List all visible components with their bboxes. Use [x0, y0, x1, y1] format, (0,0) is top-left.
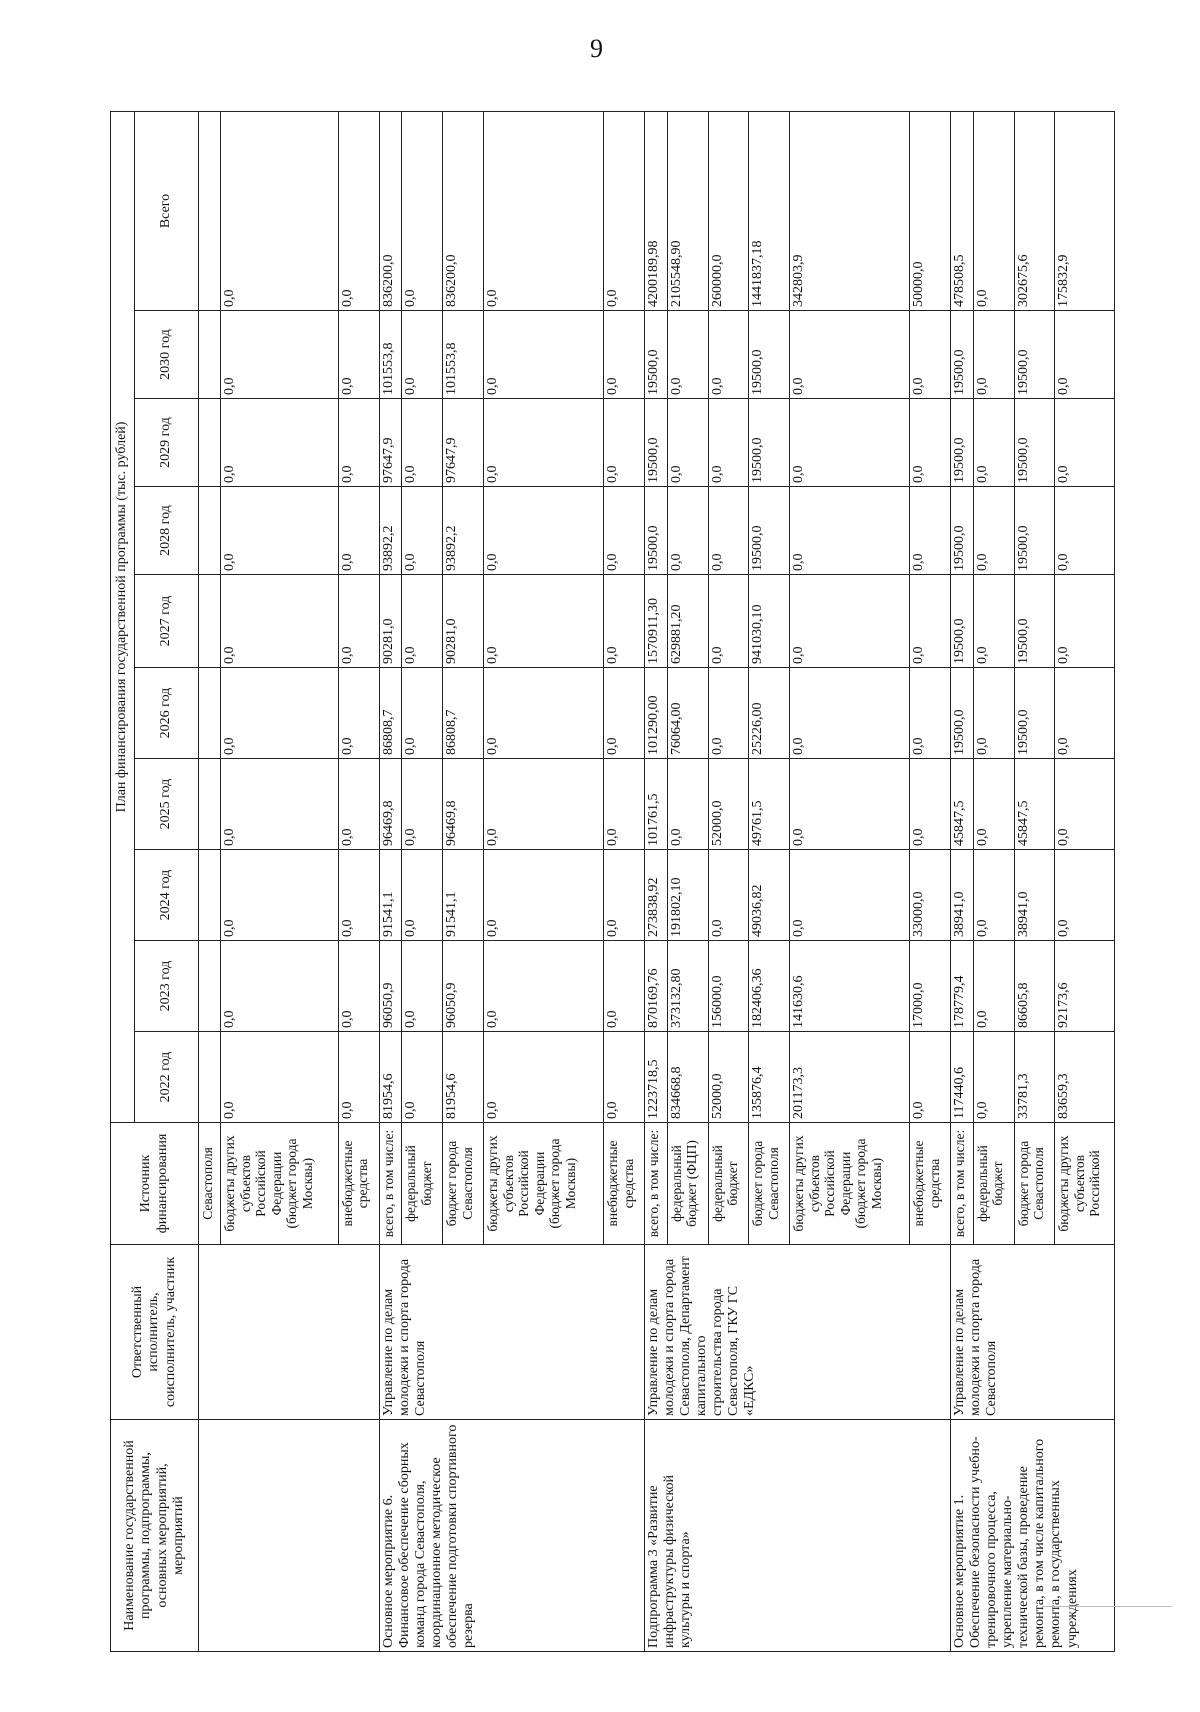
executor-cell: Управление по делам молодежи и спорта города Севастополя [950, 1245, 1114, 1420]
year-value-cell: 0,0 [667, 759, 708, 850]
year-value-cell: 96469,8 [379, 759, 402, 850]
table-body [199, 111, 1115, 1651]
year-value-cell: 19500,0 [644, 487, 667, 575]
year-value-cell: 97647,9 [443, 399, 484, 487]
year-value-cell: 33781,3 [1014, 1032, 1055, 1123]
year-value-cell: 0,0 [338, 1032, 379, 1123]
year-value-cell: 0,0 [910, 487, 951, 575]
year-value-cell: 0,0 [338, 575, 379, 668]
year-value-cell: 0,0 [973, 399, 1014, 487]
year-value-cell: 0,0 [708, 850, 749, 941]
year-value-cell: 91541,1 [379, 850, 402, 941]
year-value-cell: 33000,0 [910, 850, 951, 941]
year-value-cell: 0,0 [973, 487, 1014, 575]
year-value-cell: 0,0 [338, 759, 379, 850]
year-value-cell: 0,0 [1055, 668, 1115, 759]
total-value-cell: 0,0 [484, 111, 604, 310]
year-value-cell: 0,0 [484, 575, 604, 668]
total-value-cell: 836200,0 [379, 111, 402, 310]
funding-source-cell: бюджеты других субъектов Российской [1055, 1123, 1115, 1245]
year-value-cell: 0,0 [708, 399, 749, 487]
year-value-cell [199, 759, 221, 850]
year-value-cell: 629881,20 [667, 575, 708, 668]
year-value-cell: 81954,6 [379, 1032, 402, 1123]
year-value-cell: 0,0 [973, 575, 1014, 668]
year-value-cell: 0,0 [910, 399, 951, 487]
year-value-cell: 0,0 [973, 759, 1014, 850]
header-year: 2030 год [135, 311, 199, 399]
year-value-cell: 0,0 [484, 759, 604, 850]
year-value-cell: 0,0 [604, 941, 645, 1032]
year-value-cell: 0,0 [1055, 311, 1115, 399]
year-value-cell: 0,0 [910, 311, 951, 399]
year-value-cell: 76064,00 [667, 668, 708, 759]
year-value-cell: 101290,00 [644, 668, 667, 759]
year-value-cell: 0,0 [221, 1032, 339, 1123]
year-value-cell: 0,0 [221, 575, 339, 668]
executor-cell [199, 1245, 380, 1420]
year-value-cell: 0,0 [604, 759, 645, 850]
year-value-cell: 182406,36 [749, 941, 790, 1032]
funding-source-cell: внебюджетные средства [338, 1123, 379, 1245]
funding-source-cell: федеральный бюджет [973, 1123, 1014, 1245]
year-value-cell: 49761,5 [749, 759, 790, 850]
total-value-cell [199, 111, 221, 310]
year-value-cell: 0,0 [708, 311, 749, 399]
year-value-cell: 0,0 [402, 759, 443, 850]
funding-source-cell: Севастополя [199, 1123, 221, 1245]
year-value-cell: 38941,0 [1014, 850, 1055, 941]
year-value-cell: 0,0 [338, 399, 379, 487]
year-value-cell: 0,0 [604, 1032, 645, 1123]
year-value-cell: 0,0 [402, 668, 443, 759]
total-value-cell: 50000,0 [910, 111, 951, 310]
year-value-cell: 0,0 [604, 850, 645, 941]
year-value-cell: 19500,0 [1014, 311, 1055, 399]
year-value-cell: 0,0 [910, 668, 951, 759]
year-value-cell: 19500,0 [1014, 399, 1055, 487]
year-value-cell: 0,0 [221, 311, 339, 399]
year-value-cell: 0,0 [910, 759, 951, 850]
year-value-cell: 101761,5 [644, 759, 667, 850]
year-value-cell: 45847,5 [950, 759, 973, 850]
year-value-cell [199, 575, 221, 668]
year-value-cell: 93892,2 [379, 487, 402, 575]
year-value-cell: 0,0 [221, 941, 339, 1032]
year-value-cell [199, 311, 221, 399]
year-value-cell: 0,0 [402, 311, 443, 399]
year-value-cell: 117440,6 [950, 1032, 973, 1123]
header-year: 2029 год [135, 399, 199, 487]
year-value-cell: 0,0 [708, 487, 749, 575]
year-value-cell: 19500,0 [1014, 575, 1055, 668]
funding-source-cell: федеральный бюджет (ФЦП) [667, 1123, 708, 1245]
total-value-cell: 260000,0 [708, 111, 749, 310]
year-value-cell [199, 399, 221, 487]
year-value-cell: 0,0 [790, 311, 910, 399]
year-value-cell [199, 668, 221, 759]
funding-source-cell: бюджеты других субъектов Российской Федерации (бюджет города Москвы) [484, 1123, 604, 1245]
year-value-cell: 19500,0 [950, 311, 973, 399]
funding-source-cell: всего, в том числе: [644, 1123, 667, 1245]
total-value-cell: 0,0 [973, 111, 1014, 310]
year-value-cell: 0,0 [484, 1032, 604, 1123]
year-value-cell: 0,0 [484, 487, 604, 575]
header-year: 2025 год [135, 759, 199, 850]
funding-source-cell: всего, в том числе: [379, 1123, 402, 1245]
year-value-cell: 0,0 [221, 759, 339, 850]
table-row [199, 111, 221, 1651]
year-value-cell: 0,0 [338, 941, 379, 1032]
total-value-cell: 478508,5 [950, 111, 973, 310]
year-value-cell: 0,0 [790, 575, 910, 668]
funding-source-cell: бюджет города Севастополя [443, 1123, 484, 1245]
rotated-table-container [110, 112, 1115, 1652]
year-value-cell: 0,0 [1055, 575, 1115, 668]
year-value-cell: 19500,0 [950, 668, 973, 759]
year-value-cell: 0,0 [790, 399, 910, 487]
year-value-cell: 0,0 [221, 487, 339, 575]
header-year: 2023 год [135, 941, 199, 1032]
year-value-cell: 19500,0 [749, 311, 790, 399]
year-value-cell: 0,0 [790, 668, 910, 759]
program-name-cell: Основное мероприятие 6. Финансовое обеспечение сборных команд города Севастополя, координационное методическое обеспечение подготовки спортивного резерва [379, 1420, 644, 1652]
year-value-cell: 38941,0 [950, 850, 973, 941]
funding-source-cell: федеральный бюджет [708, 1123, 749, 1245]
year-value-cell: 1223718,5 [644, 1032, 667, 1123]
year-value-cell: 0,0 [338, 850, 379, 941]
year-value-cell: 81954,6 [443, 1032, 484, 1123]
year-value-cell: 1570911,30 [644, 575, 667, 668]
header-year: 2026 год [135, 668, 199, 759]
year-value-cell: 0,0 [604, 668, 645, 759]
year-value-cell: 0,0 [484, 850, 604, 941]
year-value-cell: 0,0 [708, 668, 749, 759]
year-value-cell: 0,0 [221, 668, 339, 759]
year-value-cell: 141630,6 [790, 941, 910, 1032]
total-value-cell: 302675,6 [1014, 111, 1055, 310]
year-value-cell: 19500,0 [950, 399, 973, 487]
year-value-cell: 0,0 [973, 850, 1014, 941]
header-year: 2024 год [135, 850, 199, 941]
header-total: Всего [135, 111, 199, 310]
year-value-cell: 0,0 [1055, 487, 1115, 575]
year-value-cell: 0,0 [484, 399, 604, 487]
year-value-cell: 19500,0 [950, 487, 973, 575]
program-name-cell: Основное мероприятие 1. Обеспечение безопасности учебно-тренировочного процесса, укрепление материально-технической базы, проведение ремонта, в том числе капитального ремонта, в государственных учреждениях [950, 1420, 1114, 1652]
year-value-cell: 0,0 [402, 1032, 443, 1123]
year-value-cell [199, 850, 221, 941]
year-value-cell: 93892,2 [443, 487, 484, 575]
header-year: 2027 год [135, 575, 199, 668]
year-value-cell: 0,0 [1055, 850, 1115, 941]
program-name-cell [199, 1420, 380, 1652]
total-value-cell: 0,0 [604, 111, 645, 310]
year-value-cell: 0,0 [221, 399, 339, 487]
year-value-cell: 19500,0 [644, 399, 667, 487]
year-value-cell: 83659,3 [1055, 1032, 1115, 1123]
year-value-cell: 0,0 [973, 941, 1014, 1032]
total-value-cell: 0,0 [221, 111, 339, 310]
header-source: Источник финансирования [111, 1123, 199, 1245]
header-year: 2022 год [135, 1032, 199, 1123]
year-value-cell: 941030,10 [749, 575, 790, 668]
year-value-cell: 86808,7 [443, 668, 484, 759]
year-value-cell: 19500,0 [644, 311, 667, 399]
year-value-cell: 19500,0 [1014, 487, 1055, 575]
year-value-cell: 0,0 [402, 575, 443, 668]
year-value-cell: 0,0 [790, 759, 910, 850]
year-value-cell: 0,0 [221, 850, 339, 941]
year-value-cell: 156000,0 [708, 941, 749, 1032]
year-value-cell: 90281,0 [379, 575, 402, 668]
year-value-cell: 0,0 [604, 575, 645, 668]
year-value-cell: 0,0 [973, 668, 1014, 759]
total-value-cell: 342803,9 [790, 111, 910, 310]
year-value-cell: 0,0 [484, 941, 604, 1032]
financing-table [110, 111, 1115, 1652]
total-value-cell: 1441837,18 [749, 111, 790, 310]
year-value-cell: 178779,4 [950, 941, 973, 1032]
year-value-cell: 0,0 [604, 487, 645, 575]
funding-source-cell: внебюджетные средства [910, 1123, 951, 1245]
year-value-cell: 0,0 [1055, 399, 1115, 487]
year-value-cell: 191802,10 [667, 850, 708, 941]
year-value-cell: 86808,7 [379, 668, 402, 759]
total-value-cell: 2105548,90 [667, 111, 708, 310]
year-value-cell: 0,0 [484, 668, 604, 759]
year-value-cell: 0,0 [402, 850, 443, 941]
year-value-cell: 96469,8 [443, 759, 484, 850]
year-value-cell: 0,0 [973, 311, 1014, 399]
year-value-cell: 19500,0 [749, 487, 790, 575]
header-year: 2028 год [135, 487, 199, 575]
year-value-cell: 0,0 [484, 311, 604, 399]
year-value-cell: 273838,92 [644, 850, 667, 941]
year-value-cell: 135876,4 [749, 1032, 790, 1123]
year-value-cell: 101553,8 [379, 311, 402, 399]
table-row [950, 111, 973, 1651]
year-value-cell: 0,0 [667, 399, 708, 487]
year-value-cell: 373132,80 [667, 941, 708, 1032]
executor-cell: Управление по делам молодежи и спорта города Севастополя, Департамент капитального строительства города Севастополя, ГКУ ГС «ЕДКС» [644, 1245, 950, 1420]
year-value-cell: 0,0 [402, 399, 443, 487]
funding-source-cell: внебюджетные средства [604, 1123, 645, 1245]
year-value-cell: 0,0 [667, 311, 708, 399]
funding-source-cell: бюджет города Севастополя [1014, 1123, 1055, 1245]
total-value-cell: 0,0 [338, 111, 379, 310]
executor-cell: Управление по делам молодежи и спорта города Севастополя [379, 1245, 644, 1420]
year-value-cell: 19500,0 [950, 575, 973, 668]
year-value-cell: 0,0 [910, 575, 951, 668]
year-value-cell: 96050,9 [379, 941, 402, 1032]
funding-source-cell: бюджеты других субъектов Российской Федерации (бюджет города Москвы) [790, 1123, 910, 1245]
year-value-cell: 0,0 [708, 575, 749, 668]
year-value-cell: 0,0 [604, 399, 645, 487]
total-value-cell: 4200189,98 [644, 111, 667, 310]
year-value-cell: 19500,0 [1014, 668, 1055, 759]
funding-source-cell: федеральный бюджет [402, 1123, 443, 1245]
year-value-cell: 52000,0 [708, 759, 749, 850]
year-value-cell: 0,0 [1055, 759, 1115, 850]
header-name: Наименование государственной программы, подпрограммы, основных мероприятий, мероприятий [111, 1420, 199, 1652]
scan-edge-line [1042, 1606, 1172, 1607]
table-row [644, 111, 667, 1651]
funding-source-cell: бюджет города Севастополя [749, 1123, 790, 1245]
year-value-cell: 0,0 [604, 311, 645, 399]
program-name-cell: Подпрограмма 3 «Развитие инфраструктуры физической культуры и спорта» [644, 1420, 950, 1652]
year-value-cell: 25226,00 [749, 668, 790, 759]
year-value-cell: 0,0 [338, 311, 379, 399]
year-value-cell: 101553,8 [443, 311, 484, 399]
year-value-cell: 96050,9 [443, 941, 484, 1032]
total-value-cell: 0,0 [402, 111, 443, 310]
total-value-cell: 836200,0 [443, 111, 484, 310]
year-value-cell: 0,0 [338, 668, 379, 759]
year-value-cell: 0,0 [790, 850, 910, 941]
funding-source-cell: бюджеты других субъектов Российской Федерации (бюджет города Москвы) [221, 1123, 339, 1245]
year-value-cell: 0,0 [667, 487, 708, 575]
year-value-cell: 49036,82 [749, 850, 790, 941]
year-value-cell [199, 487, 221, 575]
year-value-cell: 201173,3 [790, 1032, 910, 1123]
year-value-cell: 91541,1 [443, 850, 484, 941]
year-value-cell: 0,0 [402, 487, 443, 575]
year-value-cell: 17000,0 [910, 941, 951, 1032]
year-value-cell: 90281,0 [443, 575, 484, 668]
year-value-cell: 97647,9 [379, 399, 402, 487]
year-value-cell: 45847,5 [1014, 759, 1055, 850]
funding-source-cell: всего, в том числе: [950, 1123, 973, 1245]
year-value-cell [199, 1032, 221, 1123]
year-value-cell: 834668,8 [667, 1032, 708, 1123]
year-value-cell: 870169,76 [644, 941, 667, 1032]
table-row [379, 111, 402, 1651]
year-value-cell: 0,0 [402, 941, 443, 1032]
year-value-cell: 0,0 [973, 1032, 1014, 1123]
year-value-cell: 0,0 [910, 1032, 951, 1123]
year-value-cell: 0,0 [790, 487, 910, 575]
header-executor: Ответственный исполнитель, соисполнитель, участник [111, 1245, 199, 1420]
year-value-cell: 86605,8 [1014, 941, 1055, 1032]
header-plan: План финансирования государственной программы (тыс. рублей) [111, 111, 135, 1122]
year-value-cell [199, 941, 221, 1032]
year-value-cell: 0,0 [338, 487, 379, 575]
page-number: 9 [590, 34, 603, 63]
year-value-cell: 52000,0 [708, 1032, 749, 1123]
year-value-cell: 92173,6 [1055, 941, 1115, 1032]
total-value-cell: 175832,9 [1055, 111, 1115, 310]
year-value-cell: 19500,0 [749, 399, 790, 487]
